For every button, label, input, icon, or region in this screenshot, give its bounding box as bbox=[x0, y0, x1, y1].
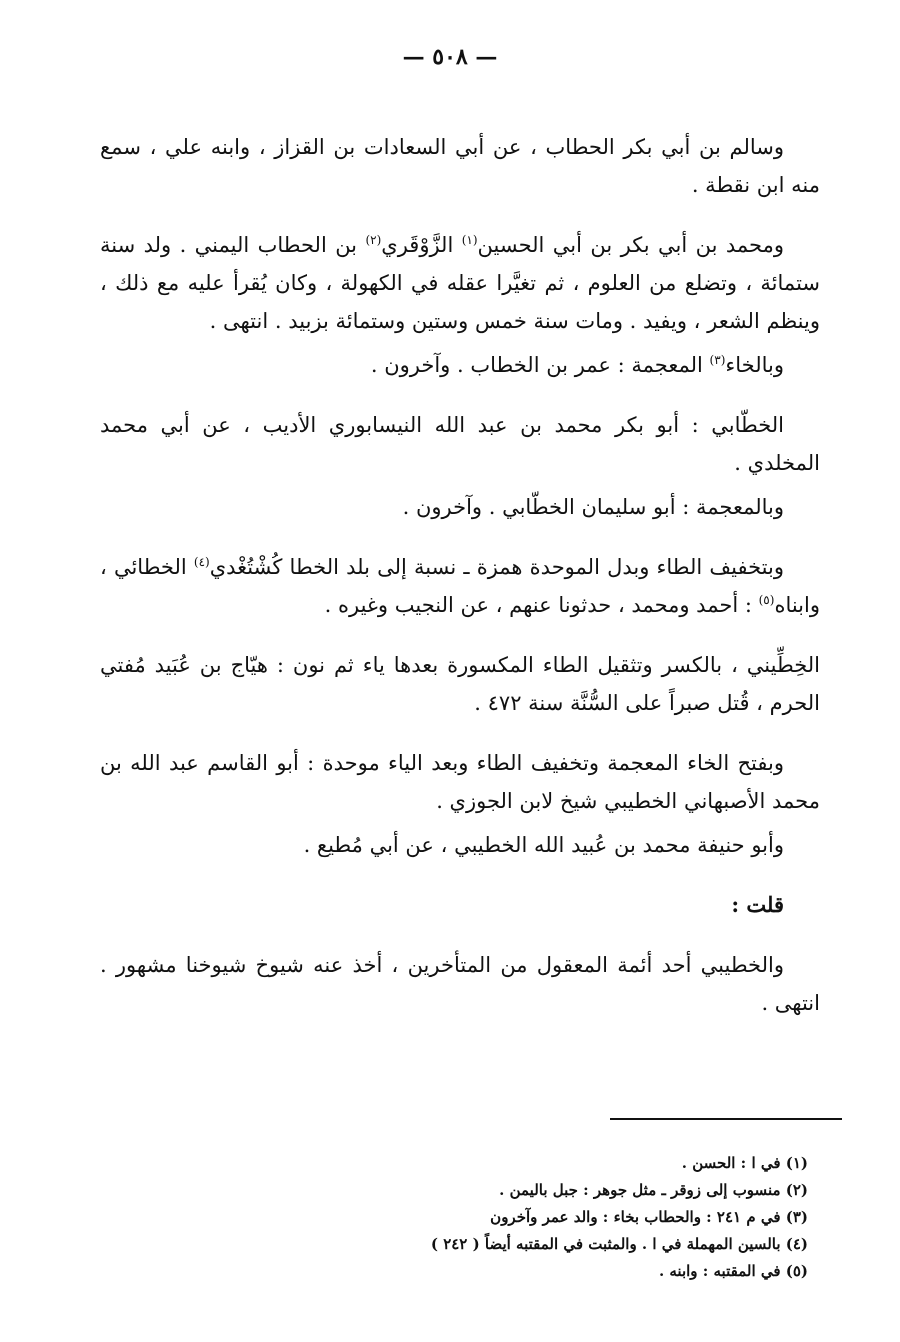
paragraph-text: وبالخاء bbox=[725, 353, 784, 377]
paragraph-text: الخطائي ، bbox=[100, 555, 187, 579]
footnote-2: (٢) منسوب إلى زوقر ـ مثل جوهر : جبل باليمن . bbox=[499, 1181, 808, 1199]
footnote-4: (٤) بالسين المهملة في ا . والمثبت في المقتبه أيضاً ( ٢٤٢ ) bbox=[430, 1235, 808, 1253]
footnotes bbox=[300, 1150, 808, 1285]
page-number: — ٥٠٨ — bbox=[402, 44, 498, 70]
footnote-marker-5: (٥) bbox=[758, 593, 775, 607]
paragraph-text: بن الحطاب اليمني . ولد سنة ستمائة ، وتضلع من العلوم ، ثم تغيَّرا عقله في الكهولة ، وكان يُقرأ عليه مع ذلك ، وينظم الشعر ، ويفيد . ومات سنة خمس وستين وستمائة بزبيد . انتهى . bbox=[100, 233, 820, 333]
paragraph-text: وابناه bbox=[774, 593, 820, 617]
paragraph-qultu: قلت : bbox=[731, 892, 784, 917]
footnote-marker-1: (١) bbox=[461, 233, 478, 247]
paragraph-text: وبتخفيف الطاء وبدل الموحدة همزة ـ نسبة إلى بلد الخطا كُشْتُغْدي bbox=[209, 555, 784, 579]
footnote-3: (٣) في م ٢٤١ : والحطاب بخاء : والد عمر وآخرون bbox=[490, 1208, 808, 1226]
paragraph-muhammad-zawqari bbox=[100, 226, 820, 340]
footnote-marker-3: (٣) bbox=[709, 353, 726, 367]
paragraph-text: : أحمد ومحمد ، حدثونا عنهم ، عن النجيب وغيره . bbox=[324, 593, 752, 617]
footnote-marker-4: (٤) bbox=[193, 555, 210, 569]
main-text bbox=[100, 128, 820, 1022]
paragraph-text: الزَّوْقَري bbox=[381, 233, 454, 257]
footnote-marker-2: (٢) bbox=[365, 233, 382, 247]
paragraph-khatibi-imam: والخطيبي أحد أئمة المعقول من المتأخرين ، أخذ عنه شيوخ شيوخنا مشهور . انتهى . bbox=[100, 953, 820, 1015]
paragraph-khataai bbox=[100, 548, 820, 624]
footnote-divider bbox=[610, 1118, 842, 1120]
paragraph-abu-hanifa: وأبو حنيفة محمد بن عُبيد الله الخطيبي ، عن أبي مُطيع . bbox=[303, 833, 784, 857]
paragraph-bil-mujama: وبالمعجمة : أبو سليمان الخطّابي . وآخرون . bbox=[402, 495, 784, 519]
paragraph-khatibi-isfahani: وبفتح الخاء المعجمة وتخفيف الطاء وبعد الياء موحدة : أبو القاسم عبد الله بن محمد الأصبهاني الخطيبي شيخ لابن الجوزي . bbox=[100, 751, 820, 813]
paragraph-text: المعجمة : عمر بن الخطاب . وآخرون . bbox=[370, 353, 703, 377]
footnote-1: (١) في ا : الحسن . bbox=[681, 1154, 808, 1172]
footnote-5: (٥) في المقتبه : وابنه . bbox=[658, 1262, 808, 1280]
paragraph-bil-khaa bbox=[100, 346, 820, 384]
paragraph-salim: وسالم بن أبي بكر الحطاب ، عن أبي السعادات بن القزاز ، وابنه علي ، سمع منه ابن نقطة . bbox=[100, 135, 820, 197]
paragraph-khattabi: الخطّابي : أبو بكر محمد بن عبد الله النيسابوري الأديب ، عن أبي محمد المخلدي . bbox=[100, 413, 820, 475]
paragraph-khittini: الخِطِّيني ، بالكسر وتثقيل الطاء المكسورة بعدها ياء ثم نون : هيّاج بن عُبَيد مُفتي الحرم ، قُتل صبراً على السُّنَّة سنة ٤٧٢ . bbox=[100, 653, 820, 715]
paragraph-text: ومحمد بن أبي بكر بن أبي الحسين bbox=[477, 233, 784, 257]
